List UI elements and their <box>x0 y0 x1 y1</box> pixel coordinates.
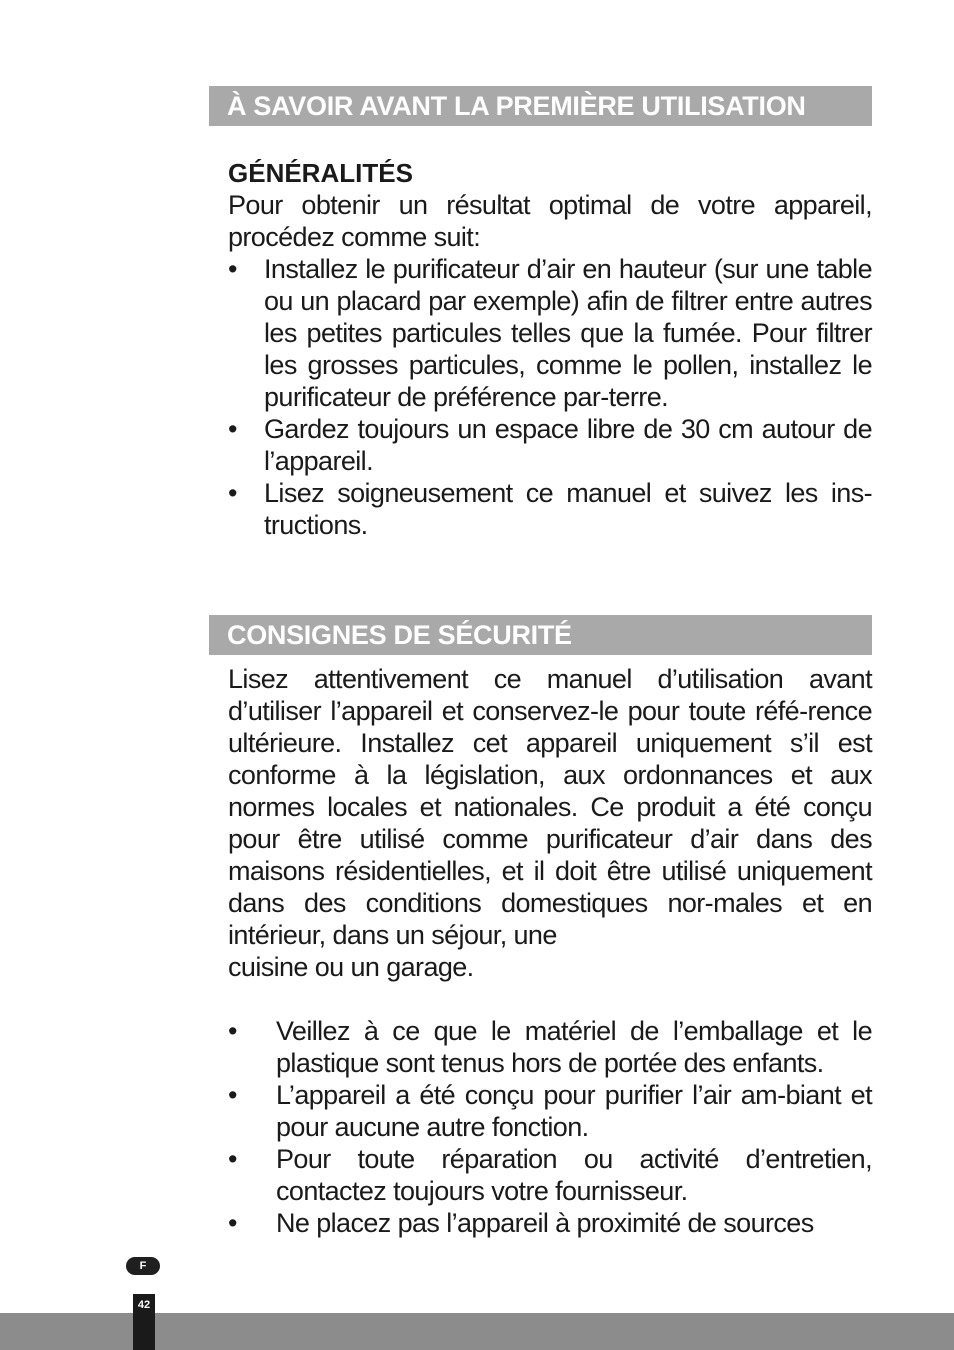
list-item-text: L’appareil a été conçu pour purifier l’air am-biant et pour aucune autre fonction. <box>276 1080 872 1142</box>
safety-bullet-list <box>228 1015 872 1239</box>
safety-paragraph: Lisez attentivement ce manuel d’utilisation avant d’utiliser l’appareil et conservez-le pour toute réfé-rence ultérieure. Installez cet appareil uniquement s’il est conforme à la législation, aux ordonnances et aux normes locales et nationales. Ce produit a été conçu pour être utilisé comme purificateur d’air dans des maisons résidentielles, et il doit être utilisé uniquement dans des conditions domestiques nor-males et en intérieur, dans un séjour, une <box>228 664 872 950</box>
list-item <box>228 1143 872 1207</box>
bullet-marker: • <box>228 1144 237 1174</box>
list-item-text: Installez le purificateur d’air en hauteur (sur une table ou un placard par exemple) afin de filtrer entre autres les petites particules telles que la fumée. Pour filtrer les grosses particules, comme le pollen, installez le purificateur de préférence par-terre. <box>264 254 872 412</box>
general-section <box>228 157 872 541</box>
general-intro: Pour obtenir un résultat optimal de votre appareil, procédez comme suit: <box>228 190 872 252</box>
bullet-marker: • <box>228 1080 237 1110</box>
section-title-first-use: À SAVOIR AVANT LA PREMIÈRE UTILISATION <box>209 86 872 126</box>
list-item <box>228 477 872 541</box>
list-item-text: Ne placez pas l’appareil à proximité de sources <box>276 1208 814 1238</box>
list-item <box>228 413 872 477</box>
list-item-text: Gardez toujours un espace libre de 30 cm autour de l’appareil. <box>264 414 872 476</box>
bullet-marker: • <box>228 1016 237 1046</box>
list-item-text: Lisez soigneusement ce manuel et suivez les ins-tructions. <box>264 478 872 540</box>
safety-section <box>228 663 872 983</box>
list-item <box>228 1079 872 1143</box>
safety-bullets-section <box>228 1015 872 1239</box>
list-item <box>228 1015 872 1079</box>
bullet-marker: • <box>228 1208 237 1238</box>
list-item-text: Veillez à ce que le matériel de l’emballage et le plastique sont tenus hors de portée des enfants. <box>276 1016 872 1078</box>
general-heading: GÉNÉRALITÉS <box>228 158 413 188</box>
general-bullet-list <box>228 253 872 541</box>
bullet-marker: • <box>228 478 237 508</box>
list-item-text: Pour toute réparation ou activité d’entretien, contactez toujours votre fournisseur. <box>276 1144 872 1206</box>
bullet-marker: • <box>228 414 237 444</box>
page-number: 42 <box>133 1294 155 1350</box>
section-title-safety: CONSIGNES DE SÉCURITÉ <box>209 615 872 655</box>
language-badge: F <box>126 1257 160 1275</box>
bullet-marker: • <box>228 254 237 284</box>
list-item <box>228 1207 872 1239</box>
safety-paragraph-end: cuisine ou un garage. <box>228 952 474 982</box>
list-item <box>228 253 872 413</box>
